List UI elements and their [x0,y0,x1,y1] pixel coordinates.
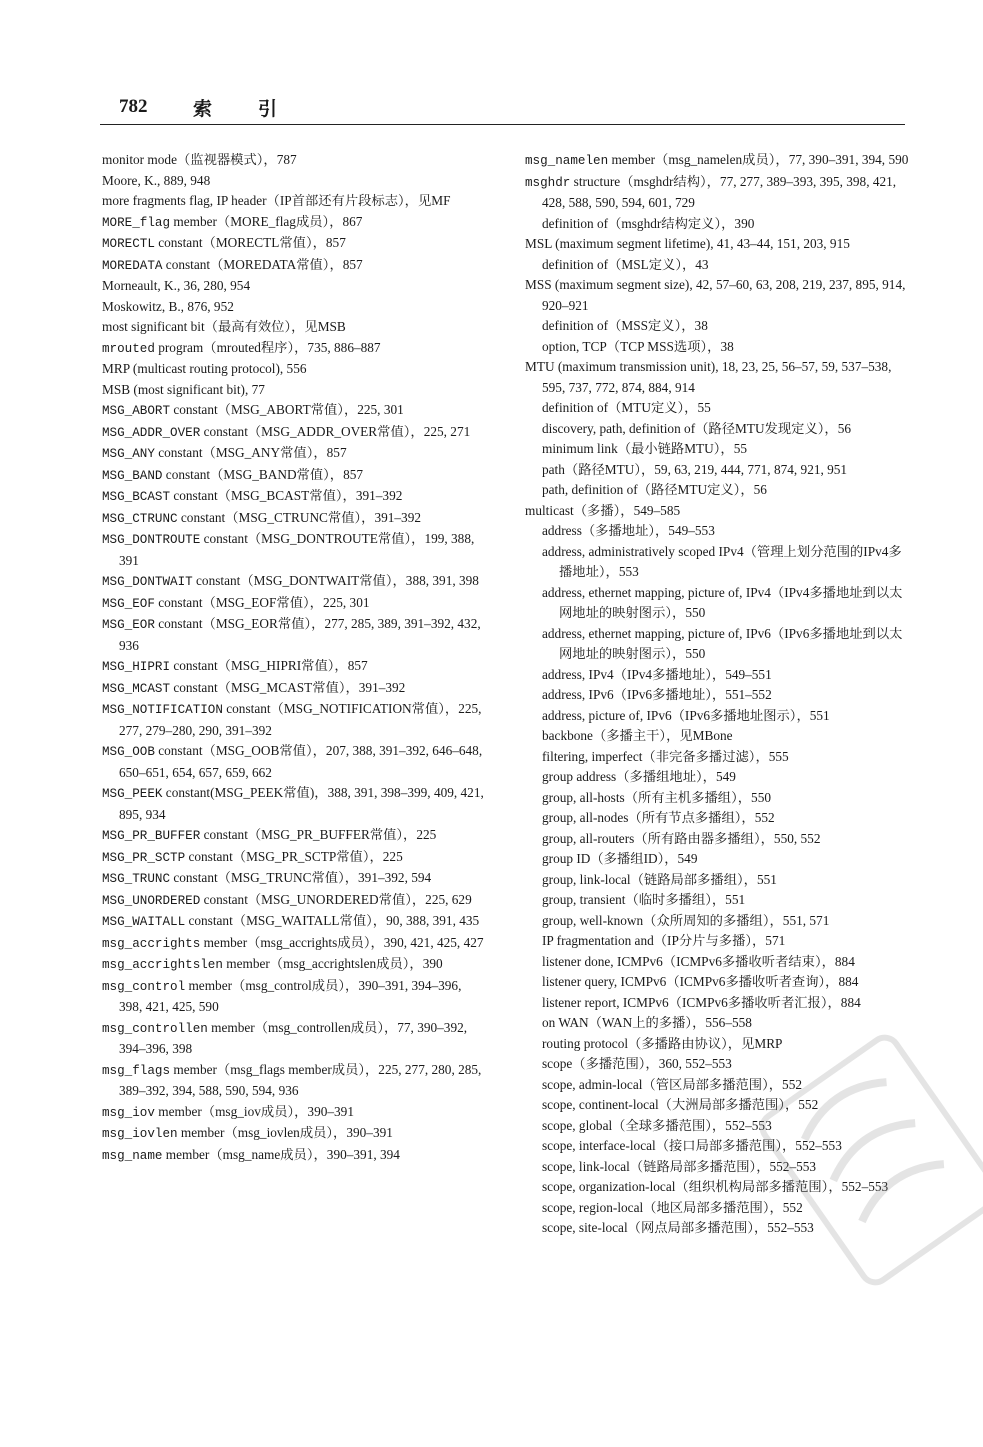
index-entry: discovery, path, definition of（路径MTU发现定义），56 [542,420,851,436]
index-entry: path（路径MTU），59, 63, 219, 444, 771, 874, 921, 951 [542,461,848,477]
index-entry: MSG_PR_SCTP constant（MSG_PR_SCTP常值），225 [102,848,403,865]
index-entry: MSG_NOTIFICATION constant（MSG_NOTIFICATION常值），225, 277, 279–280, 290, 391–392 [102,701,482,738]
index-entry: group, all-hosts（所有主机多播组），550 [542,789,771,805]
index-entry: address（多播地址），549–553 [542,523,715,538]
index-entry: scope, link-local（链路局部多播范围），552–553 [542,1158,817,1174]
index-entry: MRP (multicast routing protocol), 556 [102,361,307,376]
index-entry: msg_accrightslen member（msg_accrightslen成员），390 [102,956,443,972]
index-entry: group, link-local（链路局部多播组），551 [542,871,777,887]
index-entry: scope, interface-local（接口局部多播范围），552–553 [542,1138,842,1153]
index-entry: scope, global（全球多播范围），552–553 [542,1117,772,1133]
index-entry: listener done, ICMPv6（ICMPv6多播收听者结束），884 [542,953,855,969]
index-entry: msghdr structure（msghdr结构），77, 277, 389–393, 395, 398, 421, 428, 588, 590, 594, 601, 729 [525,173,897,210]
index-entry: MSG_ADDR_OVER constant（MSG_ADDR_OVER常值），225, 271 [102,423,471,440]
index-entry: group ID（多播组ID），549 [542,851,698,866]
index-entry: MTU (maximum transmission unit), 18, 23, 25, 56–57, 59, 537–538, 595, 737, 772, 874, 884, 914 [525,359,892,395]
index-entry: definition of（msghdr结构定义），390 [542,215,755,231]
index-entry: most significant bit（最高有效位），见MSB [102,319,346,334]
index-entry: MSS (maximum segment size), 42, 57–60, 63, 208, 219, 237, 895, 914, 920–921 [525,277,906,313]
index-entry: address, ethernet mapping, picture of, IPv4（IPv4多播地址到以太网地址的映射图示），550 [542,584,903,620]
index-entry: address, IPv4（IPv4多播地址），549–551 [542,666,772,682]
index-entry: scope, region-local（地区局部多播范围），552 [542,1199,803,1215]
index-entry: MSG_BCAST constant（MSG_BCAST常值），391–392 [102,488,403,504]
index-entry: minimum link（最小链路MTU），55 [542,441,747,456]
index-column-left [102,150,486,1166]
index-entry: scope, site-local（网点局部多播范围），552–553 [542,1220,814,1235]
index-entry: MSG_BAND constant（MSG_BAND常值），857 [102,466,364,483]
index-entry: address, IPv6（IPv6多播地址），551–552 [542,687,772,702]
index-entry: scope, organization-local（组织机构局部多播范围），552–553 [542,1179,889,1194]
index-entry: MSG_DONTROUTE constant（MSG_DONTROUTE常值），199, 388, 391 [102,531,475,568]
index-entry: group, well-known（众所周知的多播组），551, 571 [542,912,830,928]
index-entry: msg_namelen member（msg_namelen成员），77, 390–391, 394, 590 [525,152,909,168]
index-entry: group, all-routers（所有路由器多播组），550, 552 [542,830,821,846]
index-entry: MSG_UNORDERED constant（MSG_UNORDERED常值），225, 629 [102,891,472,908]
index-entry: IP fragmentation and（IP分片与多播），571 [542,933,786,948]
index-entry: MSG_PEEK constant(MSG_PEEK常值)，388, 391, 398–399, 409, 421, 895, 934 [102,785,484,822]
index-entry: definition of（MTU定义），55 [542,400,711,415]
index-entry: msg_iov member（msg_iov成员），390–391 [102,1103,354,1120]
index-entry: definition of（MSS定义），38 [542,318,708,333]
index-entry: scope, admin-local（管区局部多播范围），552 [542,1076,802,1092]
index-entry: MSG_OOB constant（MSG_OOB常值），207, 388, 391–392, 646–648, 650–651, 654, 657, 659, 662 [102,743,483,780]
page-header [100,94,905,125]
index-entry: MSL (maximum segment lifetime), 41, 43–44, 151, 203, 915 [525,236,850,251]
index-entry: option, TCP（TCP MSS选项），38 [542,338,734,354]
index-entry: address, administratively scoped IPv4（管理上划分范围的IPv4多播地址），553 [542,543,902,579]
index-entry: MSB (most significant bit), 77 [102,381,265,397]
index-entry: MSG_ANY constant（MSG_ANY常值），857 [102,445,347,461]
index-entry: MSG_TRUNC constant（MSG_TRUNC常值），391–392, 594 [102,870,432,886]
index-entry: MSG_EOR constant（MSG_EOR常值），277, 285, 389, 391–392, 432, 936 [102,616,481,653]
index-entry: Morneault, K., 36, 280, 954 [102,278,251,293]
index-entry: backbone（多播主干），见MBone [542,728,733,743]
index-entry: mrouted program（mrouted程序），735, 886–887 [102,339,381,356]
index-entry: scope（多播范围），360, 552–553 [542,1056,732,1071]
index-entry: routing protocol（多播路由协议），见MRP [542,1035,783,1051]
index-entry: msg_name member（msg_name成员），390–391, 394 [102,1146,400,1163]
index-entry: MORECTL constant（MORECTL常值），857 [102,235,346,251]
index-entry: group address（多播组地址），549 [542,769,736,784]
index-entry: msg_controllen member（msg_controllen成员），77, 390–392, 394–396, 398 [102,1019,468,1056]
index-entry: path, definition of（路径MTU定义），56 [542,482,767,497]
index-entry: group, all-nodes（所有节点多播组），552 [542,810,775,825]
index-entry: msg_accrights member（msg_accrights成员），390, 421, 425, 427 [102,934,484,951]
index-entry: msg_control member（msg_control成员），390–391, 394–396, 398, 421, 425, 590 [102,977,462,1014]
index-entry: on WAN（WAN上的多播），556–558 [542,1015,752,1030]
index-entry: MSG_CTRUNC constant（MSG_CTRUNC常值），391–392 [102,509,421,526]
index-entry: listener query, ICMPv6（ICMPv6多播收听者查询），884 [542,974,859,989]
index-entry: MOREDATA constant（MOREDATA常值），857 [102,256,363,273]
index-entry: MSG_HIPRI constant（MSG_HIPRI常值），857 [102,658,368,674]
section-title: 索引 [193,99,324,120]
index-entry: MSG_EOF constant（MSG_EOF常值），225, 301 [102,594,370,611]
index-entry: address, picture of, IPv6（IPv6多播地址图示），551 [542,707,830,723]
index-entry: listener report, ICMPv6（ICMPv6多播收听者汇报），884 [542,994,861,1010]
index-entry: MSG_WAITALL constant（MSG_WAITALL常值），90, 388, 391, 435 [102,913,480,929]
index-entry: group, transient（临时多播组），551 [542,892,746,907]
index-entry: scope, continent-local（大洲局部多播范围），552 [542,1097,819,1112]
index-entry: msg_iovlen member（msg_iovlen成员），390–391 [102,1125,393,1141]
index-entry: Moskowitz, B., 876, 952 [102,298,234,314]
index-entry: multicast（多播），549–585 [525,502,681,518]
index-entry: more fragments flag, IP header（IP首部还有片段标志），见MF [102,193,451,208]
index-entry: filtering, imperfect（非完备多播过滤），555 [542,748,789,764]
index-entry: definition of（MSL定义），43 [542,256,709,272]
index-entry: MORE_flag member（MORE_flag成员），867 [102,213,363,230]
index-entry: address, ethernet mapping, picture of, IPv6（IPv6多播地址到以太网地址的映射图示），550 [542,625,903,661]
index-entry: MSG_PR_BUFFER constant（MSG_PR_BUFFER常值），225 [102,827,437,843]
index-entry: msg_flags member（msg_flags member成员），225, 277, 280, 285, 389–392, 394, 588, 590, 594, 936 [102,1061,482,1098]
page-number: 782 [119,96,148,117]
index-entry: Moore, K., 889, 948 [102,172,211,188]
index-entry: monitor mode（监视器模式），787 [102,152,297,167]
index-entry: MSG_DONTWAIT constant（MSG_DONTWAIT常值），388, 391, 398 [102,573,479,589]
index-entry: MSG_ABORT constant（MSG_ABORT常值），225, 301 [102,402,404,418]
index-entry: MSG_MCAST constant（MSG_MCAST常值），391–392 [102,679,406,696]
